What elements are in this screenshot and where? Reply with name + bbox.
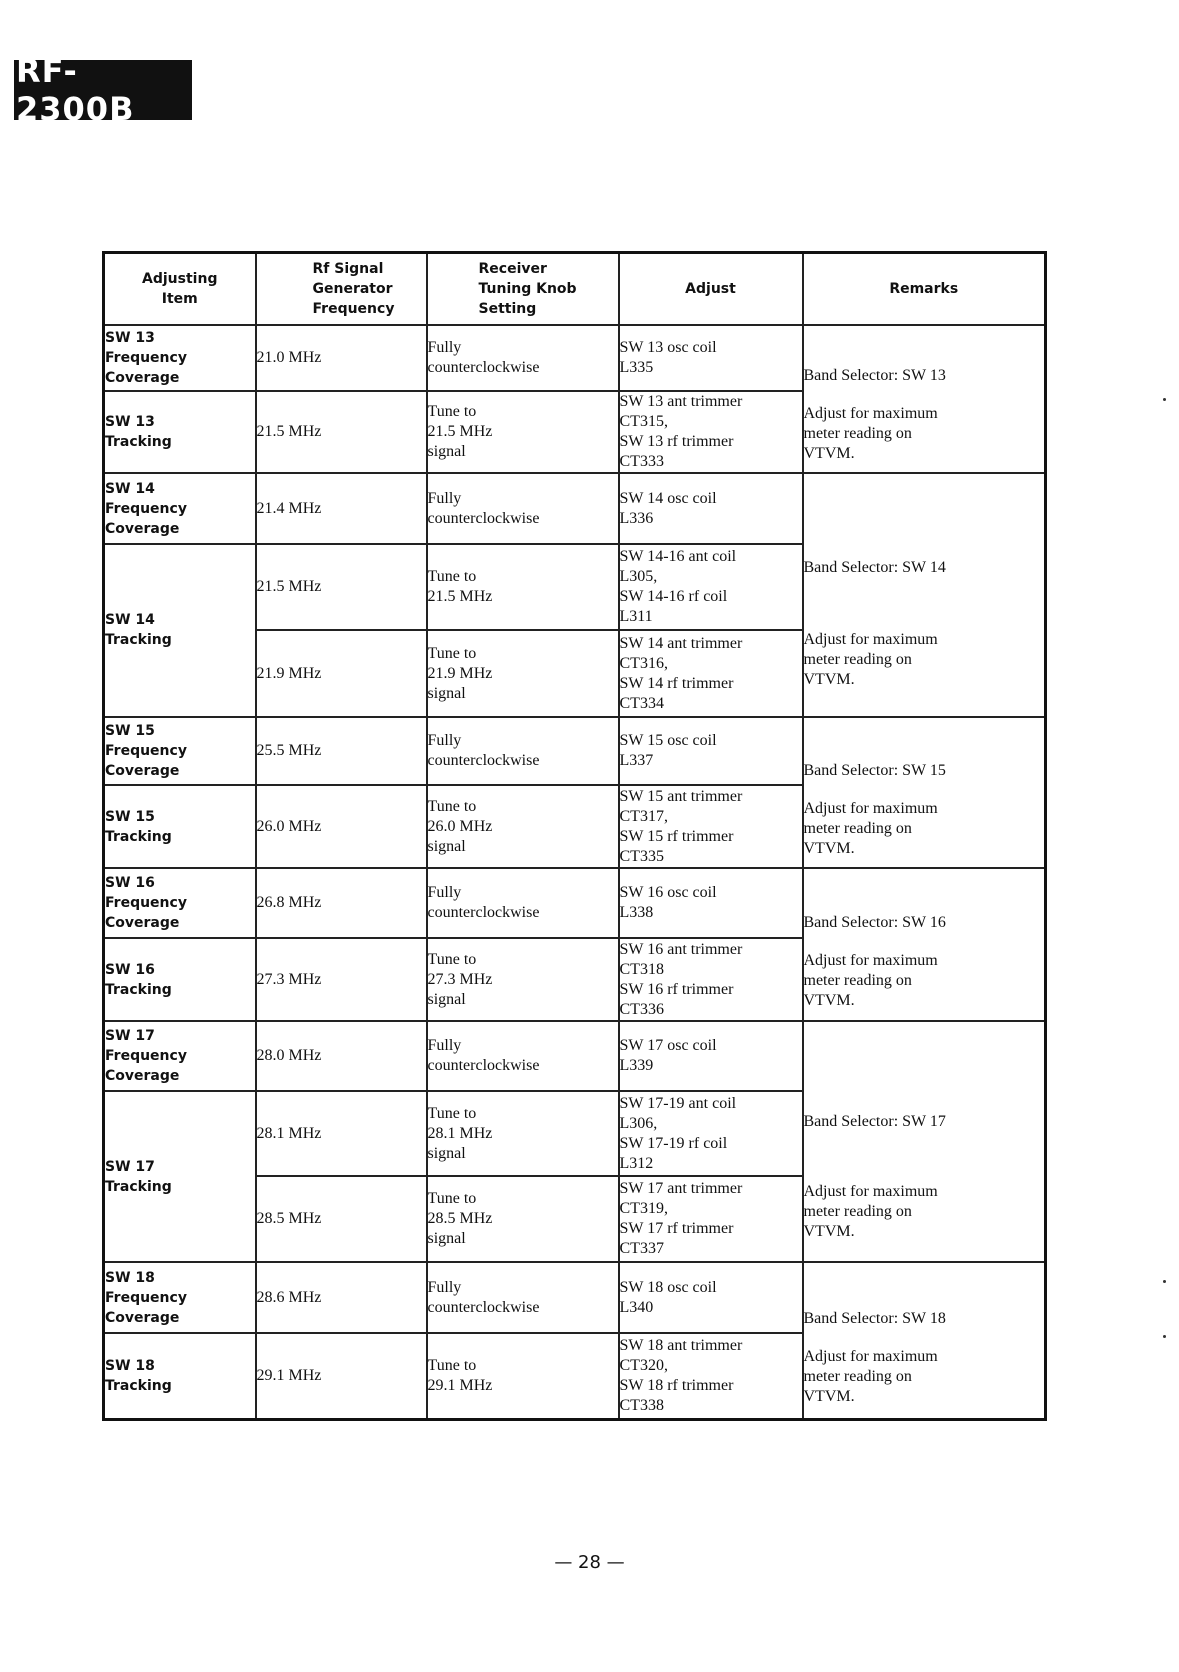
item-cell: SW 18 Frequency Coverage xyxy=(104,1262,256,1332)
remarks-cell xyxy=(803,1021,1046,1263)
freq-cell: 21.9 MHz xyxy=(256,630,427,717)
freq-cell: 28.1 MHz xyxy=(256,1091,427,1176)
knob-cell: Tune to 28.1 MHz signal xyxy=(427,1091,619,1176)
model-badge xyxy=(14,52,192,128)
knob-cell: Tune to 21.9 MHz signal xyxy=(427,630,619,717)
band-selector: Band Selector: SW 16 xyxy=(803,913,946,931)
freq-cell: 28.0 MHz xyxy=(256,1021,427,1091)
adjust-cell: SW 14 osc coil L336 xyxy=(619,473,803,543)
header-adjust: Adjust xyxy=(619,253,803,325)
item-cell: SW 17 Frequency Coverage xyxy=(104,1021,256,1091)
adjust-cell: SW 18 osc coil L340 xyxy=(619,1262,803,1332)
band-selector: Band Selector: SW 17 xyxy=(803,1112,946,1130)
adjust-cell: SW 18 ant trimmer CT320, SW 18 rf trimmer CT338 xyxy=(619,1333,803,1420)
band-selector: Band Selector: SW 14 xyxy=(803,559,946,577)
remark-note: Adjust for maximum meter reading on VTVM. xyxy=(803,1182,938,1240)
adjust-cell: SW 14-16 ant coil L305, SW 14-16 rf coil L311 xyxy=(619,544,803,631)
item-cell: SW 14 Tracking xyxy=(104,544,256,717)
page-number: — 28 — xyxy=(554,1552,625,1573)
adjust-cell: SW 13 osc coil L335 xyxy=(619,325,803,391)
freq-cell: 28.5 MHz xyxy=(256,1176,427,1263)
knob-cell: Tune to 28.5 MHz signal xyxy=(427,1176,619,1263)
item-cell: SW 16 Frequency Coverage xyxy=(104,868,256,938)
table-row xyxy=(104,473,1046,543)
remarks-cell xyxy=(803,473,1046,717)
freq-cell: 29.1 MHz xyxy=(256,1333,427,1420)
adjust-cell: SW 16 ant trimmer CT318 SW 16 rf trimmer CT336 xyxy=(619,938,803,1021)
adjust-cell: SW 17 ant trimmer CT319, SW 17 rf trimmer CT337 xyxy=(619,1176,803,1263)
table-row xyxy=(104,1021,1046,1091)
remarks-cell xyxy=(803,325,1046,474)
freq-cell: 21.4 MHz xyxy=(256,473,427,543)
remark-note: Adjust for maximum meter reading on VTVM. xyxy=(803,405,938,463)
adjust-cell: SW 15 osc coil L337 xyxy=(619,717,803,785)
knob-cell: Tune to 26.0 MHz signal xyxy=(427,785,619,868)
table-row xyxy=(104,868,1046,938)
knob-cell: Tune to 21.5 MHz xyxy=(427,544,619,631)
knob-cell: Fully counterclockwise xyxy=(427,1021,619,1091)
speck-mark xyxy=(1163,398,1166,401)
header-rf-frequency: Rf Signal Generator Frequency xyxy=(256,253,427,325)
item-cell: SW 15 Tracking xyxy=(104,785,256,868)
remark-note: Adjust for maximum meter reading on VTVM. xyxy=(803,1348,938,1406)
item-cell: SW 13 Tracking xyxy=(104,391,256,474)
speck-mark xyxy=(1163,1280,1166,1283)
header-tuning-knob: Receiver Tuning Knob Setting xyxy=(427,253,619,325)
adjust-cell: SW 15 ant trimmer CT317, SW 15 rf trimmer CT335 xyxy=(619,785,803,868)
knob-cell: Fully counterclockwise xyxy=(427,325,619,391)
band-selector: Band Selector: SW 15 xyxy=(803,761,946,779)
adjust-cell: SW 13 ant trimmer CT315, SW 13 rf trimmer CT333 xyxy=(619,391,803,474)
remarks-cell xyxy=(803,1262,1046,1419)
knob-cell: Fully counterclockwise xyxy=(427,1262,619,1332)
remark-note: Adjust for maximum meter reading on VTVM. xyxy=(803,631,938,689)
freq-cell: 26.8 MHz xyxy=(256,868,427,938)
header-remarks: Remarks xyxy=(803,253,1046,325)
item-cell: SW 14 Frequency Coverage xyxy=(104,473,256,543)
table-row xyxy=(104,325,1046,391)
freq-cell: 27.3 MHz xyxy=(256,938,427,1021)
freq-cell: 21.0 MHz xyxy=(256,325,427,391)
freq-cell: 25.5 MHz xyxy=(256,717,427,785)
adjust-cell: SW 17-19 ant coil L306, SW 17-19 rf coil L312 xyxy=(619,1091,803,1176)
freq-cell: 28.6 MHz xyxy=(256,1262,427,1332)
item-cell: SW 13 Frequency Coverage xyxy=(104,325,256,391)
freq-cell: 26.0 MHz xyxy=(256,785,427,868)
table-row xyxy=(104,717,1046,785)
knob-cell: Tune to 27.3 MHz signal xyxy=(427,938,619,1021)
knob-cell: Fully counterclockwise xyxy=(427,473,619,543)
freq-cell: 21.5 MHz xyxy=(256,544,427,631)
table-header-row xyxy=(104,253,1046,325)
band-selector: Band Selector: SW 18 xyxy=(803,1310,946,1328)
knob-cell: Fully counterclockwise xyxy=(427,868,619,938)
knob-cell: Fully counterclockwise xyxy=(427,717,619,785)
adjust-cell: SW 16 osc coil L338 xyxy=(619,868,803,938)
band-selector: Band Selector: SW 13 xyxy=(803,367,946,385)
speck-mark xyxy=(1163,1335,1166,1338)
table-row xyxy=(104,1262,1046,1332)
item-cell: SW 16 Tracking xyxy=(104,938,256,1021)
knob-cell: Tune to 21.5 MHz signal xyxy=(427,391,619,474)
remarks-cell xyxy=(803,868,1046,1021)
header-adjusting-item: Adjusting Item xyxy=(104,253,256,325)
adjust-cell: SW 14 ant trimmer CT316, SW 14 rf trimmer CT334 xyxy=(619,630,803,717)
item-cell: SW 15 Frequency Coverage xyxy=(104,717,256,785)
model-name: RF-2300B xyxy=(16,52,135,128)
item-cell: SW 18 Tracking xyxy=(104,1333,256,1420)
knob-cell: Tune to 29.1 MHz xyxy=(427,1333,619,1420)
adjust-cell: SW 17 osc coil L339 xyxy=(619,1021,803,1091)
remark-note: Adjust for maximum meter reading on VTVM. xyxy=(803,951,938,1009)
remarks-cell xyxy=(803,717,1046,868)
freq-cell: 21.5 MHz xyxy=(256,391,427,474)
alignment-table xyxy=(102,251,1047,1421)
item-cell: SW 17 Tracking xyxy=(104,1091,256,1262)
remark-note: Adjust for maximum meter reading on VTVM. xyxy=(803,799,938,857)
